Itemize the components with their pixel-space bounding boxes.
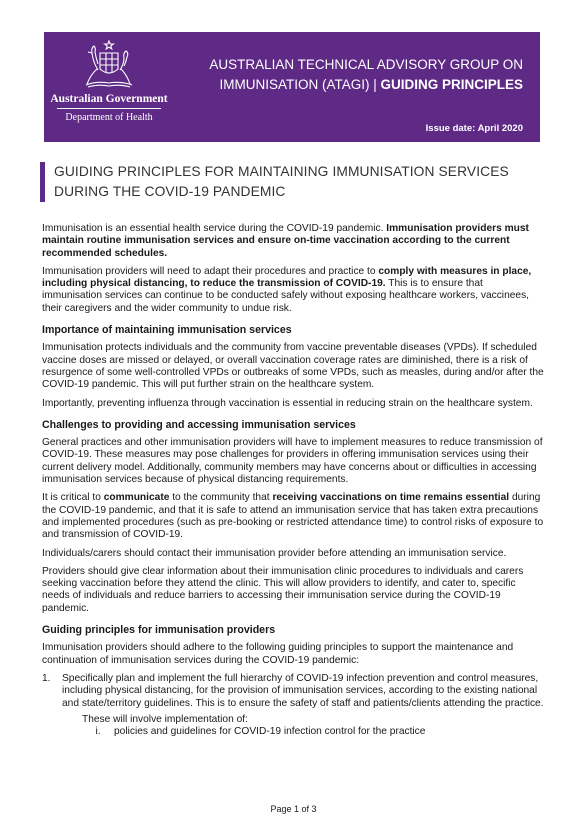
commonwealth-coat-of-arms-icon [78, 38, 140, 92]
sub-list-item-text: policies and guidelines for COVID-19 infection control for the practice [114, 726, 426, 738]
header-banner [44, 32, 540, 142]
numbered-list-item [42, 673, 545, 738]
challenges-paragraph-3: Individuals/carers should contact their immunisation provider before attending an immunisation service. [42, 547, 507, 559]
intro-text: Immunisation providers will need to adapt their procedures and practice to [42, 265, 379, 277]
list-item-sub-intro: These will involve implementation of: [82, 713, 248, 725]
challenges-text: to the community that [169, 492, 273, 504]
sub-list-item [82, 726, 545, 738]
intro-text: Immunisation is an essential health service during the COVID-19 pandemic. [42, 223, 387, 234]
banner-title-line2 [209, 75, 523, 95]
importance-paragraph-1: Immunisation protects individuals and the community from vaccine preventable diseases (VPDs). If scheduled vaccine doses are missed or delayed, or overall vaccination coverage rates are diminished, there is a risk of resurgence of some well-controlled VPDs or outbreaks of some VPDs, such as measles, during and/or after the COVID-19 pandemic. This will put further strain on the healthcare system. [42, 342, 544, 391]
challenges-emphasis: receiving vaccinations on time remains essential [272, 492, 510, 504]
list-item-body [62, 673, 545, 738]
banner-title-org: IMMUNISATION (ATAGI) | [219, 77, 381, 92]
banner-title-line1: AUSTRALIAN TECHNICAL ADVISORY GROUP ON [209, 57, 523, 72]
issue-date: Issue date: April 2020 [425, 123, 523, 134]
document-title: GUIDING PRINCIPLES FOR MAINTAINING IMMUNISATION SERVICES DURING THE COVID-19 PANDEMIC [54, 164, 509, 199]
document-body [42, 223, 545, 743]
challenges-paragraph-4: Providers should give clear information about their immunisation clinic procedures to individuals and carers seeking vaccination before they attend the clinic. This will allow providers to identify, and cater to, specific needs of individuals and reduce barriers to accessing their immunisation service during the COVID-19 pandemic. [42, 565, 524, 614]
page-number: Page 1 of 3 [270, 804, 317, 814]
list-item-text: Specifically plan and implement the full hierarchy of COVID-19 infection prevention and control measures, including physical distancing, for the provision of immunisation services, according to the existing national and state/territory guidelines. This is to ensure the safety of staff and patients/clients attending the practice. [62, 672, 544, 709]
document-title-block [40, 162, 545, 202]
challenges-text: during the COVID-19 pandemic, and that it is safe to attend an immunisation service that has taken extra precautions and implemented procedures (such as pre-booking or restricted attendance time) to control risks of exposure to and transmission of COVID-19. [42, 492, 544, 541]
intro-text: This is to ensure that immunisation services can continue to be conducted safely without exposing healthcare workers, vaccinees, their caregivers and the wider community to undue risk. [42, 278, 529, 314]
section-heading-importance: Importance of maintaining immunisation services [42, 324, 292, 337]
challenges-paragraph-1: General practices and other immunisation providers will have to implement measures to reduce transmission of COVID-19. These measures may pose challenges for providers in offering immunisation services using their current delivery model. Additionally, community members may have concerns about or difficulties in accessing immunisation services because of physical distancing requirements. [42, 437, 543, 486]
intro-paragraph-2 [42, 266, 545, 315]
importance-paragraph-2: Importantly, preventing influenza through vaccination is essential in reducing strain on the healthcare system. [42, 397, 533, 409]
intro-emphasis: comply with measures in place, including physical distancing, to reduce the transmission of COVID-19. [42, 265, 532, 290]
banner-title-type: GUIDING PRINCIPLES [380, 77, 523, 92]
department-name: Department of Health [65, 112, 153, 123]
list-item-number: 1. [42, 672, 51, 684]
intro-paragraph-1 [42, 223, 545, 260]
challenges-emphasis: communicate [103, 492, 170, 504]
intro-emphasis: Immunisation providers must maintain routine immunisation services and ensure on-time vaccination according to the current recommended schedules. [42, 223, 529, 259]
challenges-paragraph-2 [42, 492, 545, 541]
title-accent-bar [40, 162, 45, 202]
section-heading-principles: Guiding principles for immunisation providers [42, 624, 276, 637]
banner-title [209, 55, 523, 95]
section-heading-challenges: Challenges to providing and accessing immunisation services [42, 418, 356, 431]
logo-divider [57, 108, 161, 109]
government-name: Australian Government [50, 93, 168, 105]
sub-list-item-number: i. [95, 726, 101, 738]
challenges-text: It is critical to [42, 492, 104, 504]
australian-government-logo [50, 38, 168, 134]
principles-intro: Immunisation providers should adhere to the following guiding principles to support the maintenance and continuation of immunisation services during the COVID-19 pandemic: [42, 642, 514, 666]
